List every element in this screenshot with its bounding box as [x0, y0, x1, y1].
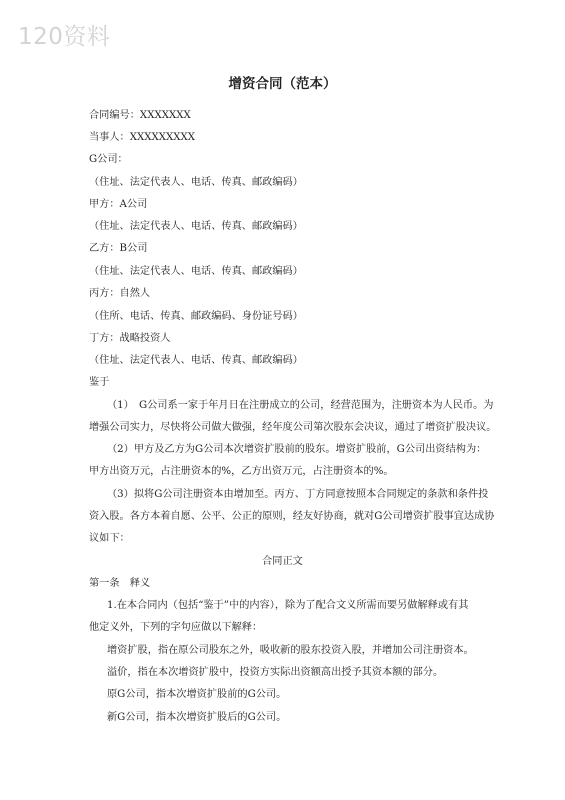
definition-original-company: 原G公司，指本次增资扩股前的G公司。 [107, 689, 287, 700]
party-b-label: 乙方：B公司 [89, 243, 148, 254]
recital-2-line-2: 甲方出资万元，占注册资本的%，乙方出资万元，占注册资本的%。 [89, 466, 394, 477]
recital-3-line-1: （3）拟将G公司注册资本由增加至。丙方、丁方同意按照本合同规定的条款和条件投 [107, 489, 489, 500]
contract-number: 合同编号：XXXXXXX [89, 110, 191, 121]
party-d-details: （住址、法定代表人、电话、传真、邮政编码） [89, 355, 303, 366]
party-a-details: （住址、法定代表人、电话、传真、邮政编码） [89, 221, 303, 232]
contract-body-heading: 合同正文 [262, 556, 303, 567]
document-title: 增资合同（范本） [228, 76, 337, 92]
recital-2-line-1: （2）甲方及乙方为G公司本次增资扩股前的股东。增资扩股前，G公司出资结构为： [107, 444, 487, 455]
definition-premium: 溢价，指在本次增资扩股中，投资方实际出资额高出授予其资本额的部分。 [107, 667, 444, 678]
article-1-heading: 第一条 释义 [89, 578, 151, 589]
recital-3-line-2: 资入股。各方本着自愿、公平、公正的原则，经友好协商，就对G公司增资扩股事宜达成协 [89, 511, 495, 522]
recital-3-line-3: 议如下： [89, 533, 130, 544]
recital-1-line-1: （1） G公司系一家于年月日在注册成立的公司，经营范围为，注册资本为人民币。为 [107, 400, 494, 411]
party-b-details: （住址、法定代表人、电话、传真、邮政编码） [89, 266, 303, 277]
recital-1-line-2: 增强公司实力，尽快将公司做大做强，经年度公司第次股东会决议，通过了增资扩股决议。 [89, 422, 497, 433]
definition-new-company: 新G公司，指本次增资扩股后的G公司。 [107, 712, 287, 723]
party-d-label: 丁方：战略投资人 [89, 333, 171, 344]
party-c-label: 丙方：自然人 [89, 288, 151, 299]
party-a-label: 甲方：A公司 [89, 199, 148, 210]
parties-line: 当事人：XXXXXXXXX [89, 132, 196, 143]
definitions-intro-line-2: 他定义外，下列的字句应做以下解释： [89, 622, 263, 633]
watermark: 120资料 [18, 24, 111, 50]
definition-capital-increase: 增资扩股，指在原公司股东之外，吸收新的股东投资入股，并增加公司注册资本。 [107, 645, 474, 656]
definitions-intro-line-1: 1.在本合同内（包括“鉴于”中的内容），除为了配合文义所需而要另做解释或有其 [107, 600, 469, 611]
whereas-heading: 鉴于 [89, 377, 110, 388]
party-g-label: G公司： [89, 154, 128, 165]
party-g-details: （住址、法定代表人、电话、传真、邮政编码） [89, 177, 303, 188]
party-c-details: （住所、电话、传真、邮政编码、身份证号码） [89, 311, 303, 322]
